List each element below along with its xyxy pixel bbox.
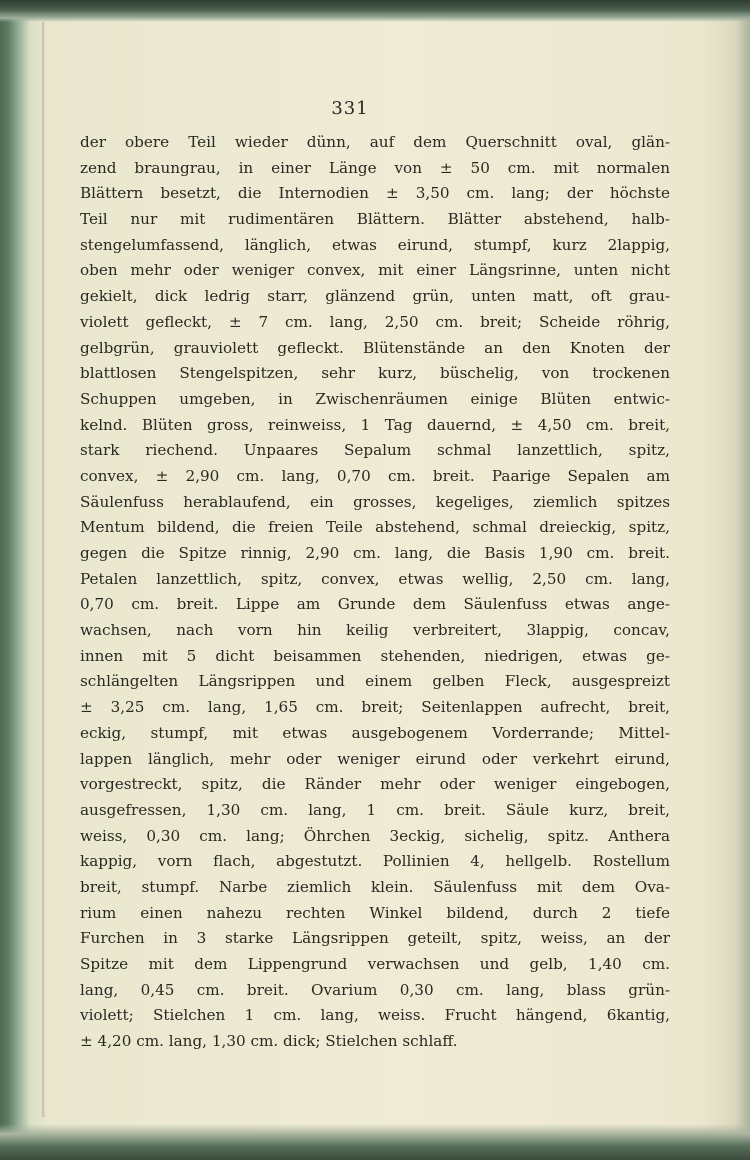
text-line: Furchen in 3 starke Längsrippen geteilt, spitz, weiss, an der [80, 929, 670, 948]
text-line: 0,70 cm. breit. Lippe am Grunde dem Säulenfuss etwas ange- [80, 595, 670, 614]
book-edge-bottom [0, 1124, 750, 1160]
text-line: wachsen, nach vorn hin keilig verbreitert, 3lappig, concav, [80, 621, 670, 640]
text-line: stark riechend. Unpaares Sepalum schmal lanzettlich, spitz, [80, 441, 670, 460]
text-line: kappig, vorn flach, abgestutzt. Pollinien 4, hellgelb. Rostellum [80, 852, 670, 871]
book-edge-top [0, 0, 750, 22]
text-line: rium einen nahezu rechten Winkel bildend, durch 2 tiefe [80, 903, 670, 922]
text-line: Blättern besetzt, die Internodien ± 3,50 cm. lang; der höchste [80, 184, 670, 203]
text-line: Spitze mit dem Lippengrund verwachsen und gelb, 1,40 cm. [80, 955, 670, 973]
text-line: der obere Teil wieder dünn, auf dem Querschnitt oval, glän- [80, 133, 670, 151]
text-line: gelbgrün, grauviolett gefleckt. Blütenstände an den Knoten der [80, 338, 670, 357]
page-gutter [42, 22, 45, 1117]
text-line: schlängelten Längsrippen und einem gelben Fleck, ausgespreizt [80, 672, 670, 691]
text-line: Schuppen umgeben, in Zwischenräumen einige Blüten entwic- [80, 389, 670, 408]
text-line: blattlosen Stengelspitzen, sehr kurz, büschelig, von trockenen [80, 364, 670, 383]
text-line: lang, 0,45 cm. breit. Ovarium 0,30 cm. lang, blass grün- [80, 980, 670, 999]
text-line: vorgestreckt, spitz, die Ränder mehr oder weniger eingebogen, [80, 775, 670, 794]
text-line: ± 3,25 cm. lang, 1,65 cm. breit; Seitenlappen aufrecht, breit, [80, 698, 670, 717]
text-line: ausgefressen, 1,30 cm. lang, 1 cm. breit. Säule kurz, breit, [80, 800, 670, 819]
text-line: Mentum bildend, die freien Teile abstehend, schmal dreieckig, spitz, [80, 518, 670, 537]
text-line: ± 4,20 cm. lang, 1,30 cm. dick; Stielchen schlaff. [80, 1032, 458, 1051]
text-line: stengelumfassend, länglich, etwas eirund, stumpf, kurz 2lappig, [80, 235, 670, 254]
page-number: 331 [331, 98, 369, 119]
text-line: gegen die Spitze rinnig, 2,90 cm. lang, die Basis 1,90 cm. breit. [80, 544, 670, 562]
text-line: gekielt, dick ledrig starr, glänzend grün, unten matt, oft grau- [80, 287, 670, 306]
text-line: Petalen lanzettlich, spitz, convex, etwas wellig, 2,50 cm. lang, [80, 569, 670, 588]
text-line: convex, ± 2,90 cm. lang, 0,70 cm. breit. Paarige Sepalen am [80, 466, 670, 485]
text-line: violett gefleckt, ± 7 cm. lang, 2,50 cm. breit; Scheide röhrig, [80, 312, 670, 331]
text-line: kelnd. Blüten gross, reinweiss, 1 Tag dauernd, ± 4,50 cm. breit, [80, 415, 670, 434]
text-line: violett; Stielchen 1 cm. lang, weiss. Frucht hängend, 6kantig, [80, 1006, 670, 1025]
body-text [80, 130, 670, 1055]
text-line: Teil nur mit rudimentären Blättern. Blätter abstehend, halb- [80, 210, 670, 229]
text-line: zend braungrau, in einer Länge von ± 50 cm. mit normalen [80, 158, 670, 177]
text-line: weiss, 0,30 cm. lang; Öhrchen 3eckig, sichelig, spitz. Anthera [80, 826, 670, 845]
text-line: oben mehr oder weniger convex, mit einer Längsrinne, unten nicht [80, 261, 670, 280]
text-line: eckig, stumpf, mit etwas ausgebogenem Vorderrande; Mittel- [80, 723, 670, 742]
text-line: breit, stumpf. Narbe ziemlich klein. Säulenfuss mit dem Ova- [80, 877, 670, 896]
text-line: Säulenfuss herablaufend, ein grosses, kegeliges, ziemlich spitzes [80, 492, 670, 511]
text-line: lappen länglich, mehr oder weniger eirund oder verkehrt eirund, [80, 749, 670, 768]
text-line: innen mit 5 dicht beisammen stehenden, niedrigen, etwas ge- [80, 646, 670, 665]
